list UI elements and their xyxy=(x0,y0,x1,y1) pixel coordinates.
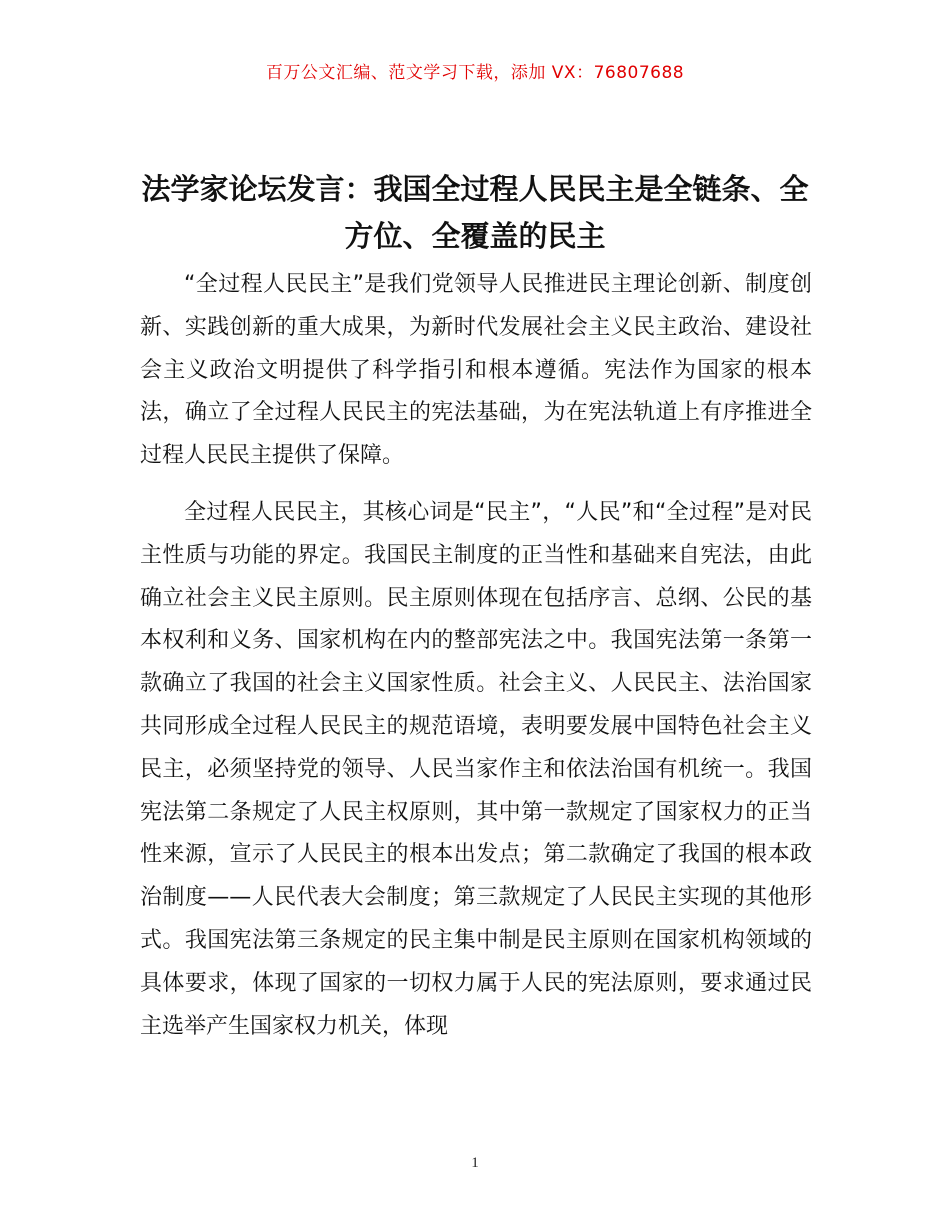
paragraph: “全过程人民民主”是我们党领导人民推进民主理论创新、制度创新、实践创新的重大成果，为新时代发展社会主义民主政治、建设社会主义政治文明提供了科学指引和根本遵循。宪法作为国家的根本法，确立了全过程人民民主的宪法基础，为在宪法轨道上有序推进全过程人民民主提供了保障。 xyxy=(140,272,812,469)
page-number: 1 xyxy=(471,1155,479,1171)
header-note: 百万公文汇编、范文学习下载，添加 VX：76807688 xyxy=(265,63,685,83)
document-title: 法学家论坛发言：我国全过程人民民主是全链条、全方位、全覆盖的民主 xyxy=(141,172,809,253)
paragraph: 全过程人民民主，其核心词是“民主”，“人民”和“全过程”是对民主性质与功能的界定。我国民主制度的正当性和基础来自宪法，由此确立社会主义民主原则。民主原则体现在包括序言、总纲、公民的基本权利和义务、国家机构在内的整部宪法之中。我国宪法第一条第一款确立了我国的社会主义国家性质。社会主义、人民民主、法治国家共同形成全过程人民民主的规范语境，表明要发展中国特色社会主义民主，必须坚持党的领导、人民当家作主和依法治国有机统一。我国宪法第二条规定了人民主权原则，其中第一款规定了国家权力的正当性来源，宣示了人民民主的根本出发点；第二款确定了我国的根本政治制度——人民代表大会制度；第三款规定了人民民主实现的其他形式。我国宪法第三条规定的民主集中制是民主原则在国家机构领域的具体要求，体现了国家的一切权力属于人民的宪法原则，要求通过民主选举产生国家权力机关，体现 xyxy=(140,499,812,1039)
document-body xyxy=(140,264,812,1048)
